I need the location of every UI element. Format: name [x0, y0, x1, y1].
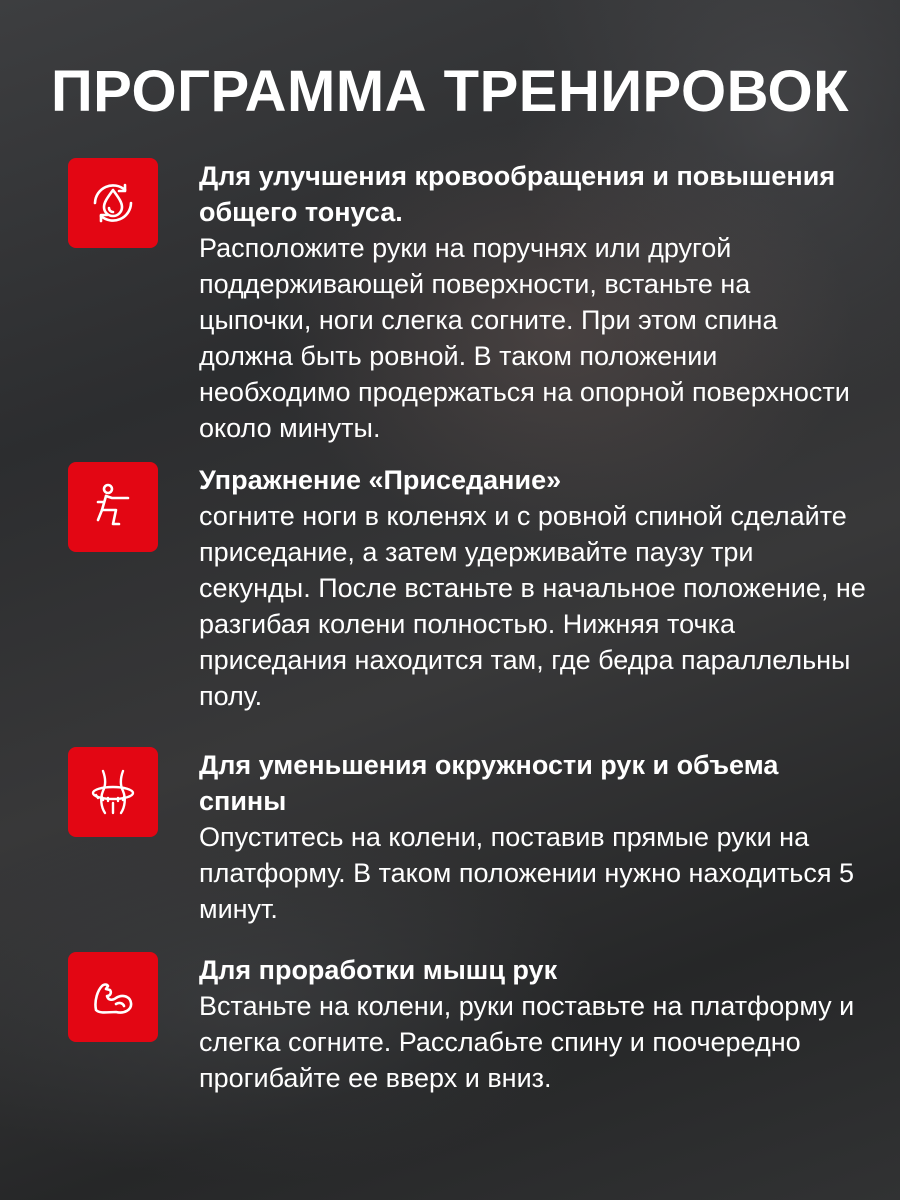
- section-body: Опуститесь на колени, поставив прямые руки на платформу. В таком положении нужно находиться 5 минут.: [199, 822, 854, 924]
- arm-muscle-icon: [86, 970, 140, 1024]
- section-heading: Для улучшения кровообращения и повышения общего тонуса.: [199, 161, 836, 227]
- section-body: согните ноги в коленях и с ровной спиной сделайте приседание, а затем удерживайте паузу три секунды. После встаньте в начальное положение, не разгибая колени полностью. Нижняя точка приседания находится там, где бедра параллельны полу.: [199, 501, 866, 711]
- section-body: Встаньте на колени, руки поставьте на платформу и слегка согните. Расслабьте спину и поочередно прогибайте ее вверх и вниз.: [199, 991, 855, 1093]
- waist-measure-icon: [86, 765, 140, 819]
- page-title: ПРОГРАММА ТРЕНИРОВОК: [50, 59, 850, 124]
- icon-badge: [68, 462, 158, 552]
- section-body: Расположите руки на поручнях или другой поддерживающей поверхности, встаньте на цыпочки, ноги слегка согните. При этом спина должна быть ровной. В таком положении необходимо продержаться на опорной поверхности около минуты.: [199, 233, 850, 443]
- icon-badge: [68, 952, 158, 1042]
- section-heading: Упражнение «Приседание»: [199, 465, 562, 495]
- squat-figure-icon: [86, 480, 140, 534]
- section-heading: Для проработки мышц рук: [199, 955, 558, 985]
- blood-circulation-icon: [86, 176, 140, 230]
- section-heading: Для уменьшения окружности рук и объема спины: [199, 750, 779, 816]
- icon-badge: [68, 158, 158, 248]
- icon-badge: [68, 747, 158, 837]
